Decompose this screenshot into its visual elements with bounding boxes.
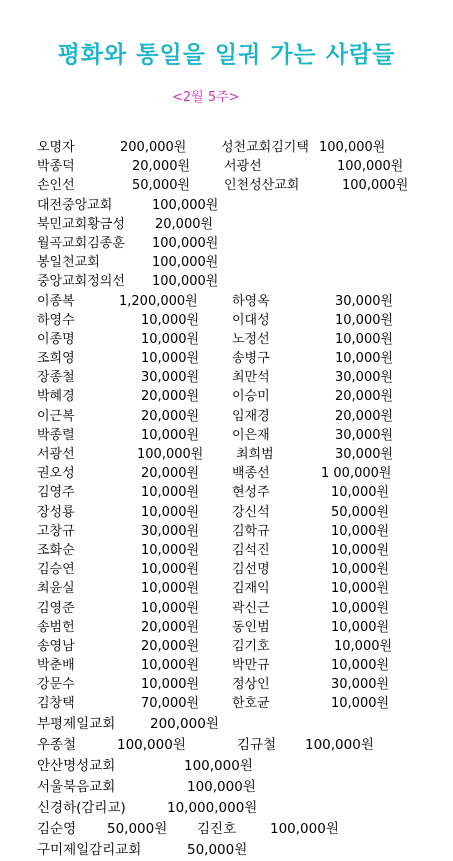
donor-name: 월곡교회김종훈 bbox=[37, 235, 125, 251]
page-title: 평화와 통일을 일궈 가는 사람들 bbox=[57, 42, 396, 68]
donation-amount: 50,000원 bbox=[187, 841, 248, 858]
donor-name: 김순영 bbox=[37, 820, 77, 837]
donor-row bbox=[37, 464, 447, 483]
donation-amount: 30,000원 bbox=[335, 293, 394, 309]
donor-name: 이근복 bbox=[37, 408, 75, 424]
donor-row bbox=[37, 798, 447, 819]
donation-amount: 10,000원 bbox=[141, 658, 200, 674]
donor-name: 김선명 bbox=[232, 562, 270, 578]
donor-row bbox=[37, 522, 447, 541]
donation-amount: 10,000원 bbox=[335, 351, 394, 367]
donor-row bbox=[37, 157, 447, 176]
donor-name: 이승미 bbox=[232, 389, 270, 405]
donor-name: 노정선 bbox=[232, 331, 270, 347]
donor-row bbox=[37, 407, 447, 426]
donor-name: 북민교회황금성 bbox=[37, 216, 125, 232]
donor-name: 곽신근 bbox=[232, 600, 270, 616]
donor-name: 김석진 bbox=[232, 542, 270, 558]
donor-name: 신경하(감리교) bbox=[37, 799, 126, 816]
donor-name: 조희영 bbox=[37, 351, 75, 367]
donation-amount: 100,000원 bbox=[337, 159, 404, 175]
donation-amount: 1,200,000원 bbox=[119, 293, 198, 309]
donor-name: 최희범 bbox=[236, 447, 274, 462]
donation-amount: 20,000원 bbox=[141, 408, 200, 424]
donation-amount: 10,000원 bbox=[335, 331, 394, 347]
donor-name: 강문수 bbox=[37, 677, 75, 693]
donation-amount: 10,000원 bbox=[335, 312, 394, 328]
donation-amount: 50,000원 bbox=[107, 820, 168, 837]
donor-row bbox=[37, 445, 447, 464]
donor-name: 인천성산교회 bbox=[224, 178, 300, 194]
donor-name: 김창택 bbox=[37, 696, 75, 712]
donor-name: 고창규 bbox=[37, 523, 75, 539]
donor-row bbox=[37, 196, 447, 215]
donor-name: 권오성 bbox=[37, 466, 75, 482]
donation-amount: 10,000원 bbox=[331, 696, 390, 712]
donation-amount: 10,000원 bbox=[141, 351, 200, 367]
donation-amount: 10,000원 bbox=[141, 600, 200, 616]
donation-amount: 20,000원 bbox=[335, 408, 394, 424]
donor-name: 최만석 bbox=[232, 370, 270, 386]
donor-row bbox=[37, 560, 447, 579]
donor-name: 이종복 bbox=[37, 293, 75, 309]
donor-row bbox=[37, 330, 447, 349]
donor-row bbox=[37, 714, 447, 735]
donor-row bbox=[37, 735, 447, 756]
donor-name: 서광선 bbox=[224, 159, 262, 175]
donor-name: 임재경 bbox=[232, 408, 270, 424]
donation-amount: 10,000,000원 bbox=[167, 799, 258, 816]
donor-name: 오명자 bbox=[37, 140, 75, 155]
donor-name: 우종철 bbox=[37, 736, 77, 753]
donor-name: 서광선 bbox=[37, 447, 75, 462]
donor-list bbox=[37, 138, 447, 861]
donation-amount: 100,000원 bbox=[187, 778, 256, 795]
donor-name: 김영주 bbox=[37, 485, 75, 501]
donation-amount: 50,000원 bbox=[132, 178, 191, 194]
donation-amount: 20,000원 bbox=[155, 216, 214, 232]
donor-row bbox=[37, 176, 447, 195]
donation-amount: 70,000원 bbox=[141, 696, 200, 712]
donation-amount: 20,000원 bbox=[335, 389, 394, 405]
donor-name: 하영수 bbox=[37, 312, 75, 328]
donation-amount: 10,000원 bbox=[331, 581, 390, 597]
donor-name: 동인범 bbox=[232, 619, 270, 635]
donation-amount: 10,000원 bbox=[331, 619, 390, 635]
donation-amount: 20,000원 bbox=[132, 159, 191, 175]
donation-amount: 20,000원 bbox=[141, 619, 200, 635]
donor-name: 정상인 bbox=[232, 677, 270, 693]
donor-row bbox=[37, 675, 447, 694]
donation-amount: 10,000원 bbox=[141, 312, 200, 328]
donor-row bbox=[37, 541, 447, 560]
donation-amount: 100,000원 bbox=[152, 197, 219, 213]
donation-amount: 100,000원 bbox=[342, 178, 409, 194]
donor-row bbox=[37, 138, 447, 157]
donor-name: 송병구 bbox=[232, 351, 270, 367]
donation-amount: 100,000원 bbox=[152, 274, 219, 290]
donation-amount: 30,000원 bbox=[335, 447, 394, 462]
donor-row bbox=[37, 503, 447, 522]
donor-name: 장종철 bbox=[37, 370, 75, 386]
donor-name: 송영남 bbox=[37, 638, 75, 654]
donor-name: 김승연 bbox=[37, 562, 75, 578]
donor-name: 하영옥 bbox=[232, 293, 270, 309]
donor-row bbox=[37, 656, 447, 675]
donation-amount: 10,000원 bbox=[331, 542, 390, 558]
donor-name: 박혜경 bbox=[37, 389, 75, 405]
donation-amount: 100,000원 bbox=[184, 757, 253, 774]
donation-amount: 30,000원 bbox=[331, 677, 390, 693]
donation-amount: 20,000원 bbox=[141, 466, 200, 482]
donor-name: 백종선 bbox=[232, 466, 270, 482]
donation-amount: 20,000원 bbox=[141, 389, 200, 405]
donation-amount: 10,000원 bbox=[141, 485, 200, 501]
donation-amount: 100,000원 bbox=[152, 255, 219, 271]
donation-amount: 10,000원 bbox=[331, 600, 390, 616]
donation-amount: 10,000원 bbox=[334, 638, 393, 654]
donation-amount: 10,000원 bbox=[331, 658, 390, 674]
donor-name: 박종덕 bbox=[37, 159, 75, 175]
donor-name: 부평제일교회 bbox=[37, 715, 116, 732]
donor-row bbox=[37, 349, 447, 368]
donation-amount: 1 00,000원 bbox=[321, 466, 392, 482]
donation-amount: 10,000원 bbox=[331, 562, 390, 578]
donor-row bbox=[37, 637, 447, 656]
donor-row bbox=[37, 618, 447, 637]
donor-name: 성천교회김기택 bbox=[221, 140, 309, 155]
donation-amount: 10,000원 bbox=[141, 427, 200, 443]
donor-row bbox=[37, 215, 447, 234]
donor-row bbox=[37, 599, 447, 618]
donor-name: 김진호 bbox=[197, 820, 237, 837]
donor-row bbox=[37, 311, 447, 330]
donation-amount: 10,000원 bbox=[141, 581, 200, 597]
donation-amount: 10,000원 bbox=[331, 523, 390, 539]
donation-amount: 50,000원 bbox=[331, 504, 390, 520]
donation-amount: 30,000원 bbox=[141, 370, 200, 386]
donation-amount: 100,000원 bbox=[270, 820, 339, 837]
donation-amount: 200,000원 bbox=[120, 140, 187, 155]
donor-name: 장성룡 bbox=[37, 504, 75, 520]
donor-name: 최윤실 bbox=[37, 581, 75, 597]
donation-amount: 10,000원 bbox=[141, 542, 200, 558]
donor-name: 구미제일감리교회 bbox=[37, 841, 142, 858]
donor-row bbox=[37, 426, 447, 445]
donor-name: 박춘배 bbox=[37, 658, 75, 674]
donation-amount: 30,000원 bbox=[141, 523, 200, 539]
donation-amount: 200,000원 bbox=[150, 715, 219, 732]
donor-name: 중앙교회정의선 bbox=[37, 274, 125, 290]
donor-name: 한호균 bbox=[232, 696, 270, 712]
donor-name: 봉일천교회 bbox=[37, 255, 100, 271]
donor-name: 조화순 bbox=[37, 542, 75, 558]
donor-name: 박만규 bbox=[232, 658, 270, 674]
donor-row bbox=[37, 234, 447, 253]
donation-amount: 10,000원 bbox=[331, 485, 390, 501]
donor-row bbox=[37, 694, 447, 713]
donor-name: 손인선 bbox=[37, 178, 75, 194]
donor-row bbox=[37, 292, 447, 311]
donation-amount: 10,000원 bbox=[141, 331, 200, 347]
donor-row bbox=[37, 483, 447, 502]
donation-amount: 30,000원 bbox=[335, 427, 394, 443]
donor-row bbox=[37, 368, 447, 387]
donor-name: 이종명 bbox=[37, 331, 75, 347]
donor-row bbox=[37, 756, 447, 777]
donor-name: 김영준 bbox=[37, 600, 75, 616]
donor-name: 김재익 bbox=[232, 581, 270, 597]
donor-row bbox=[37, 777, 447, 798]
week-subtitle: <2월 5주> bbox=[172, 90, 240, 105]
donation-amount: 30,000원 bbox=[335, 370, 394, 386]
donor-row bbox=[37, 840, 447, 861]
donor-name: 김학규 bbox=[232, 523, 270, 539]
donor-row bbox=[37, 819, 447, 840]
donation-amount: 100,000원 bbox=[152, 235, 219, 251]
donation-amount: 100,000원 bbox=[117, 736, 186, 753]
donor-row bbox=[37, 253, 447, 272]
donor-name: 김규철 bbox=[237, 736, 277, 753]
donation-amount: 20,000원 bbox=[141, 638, 200, 654]
donor-name: 안산명성교회 bbox=[37, 757, 116, 774]
donor-name: 서울북음교회 bbox=[37, 778, 116, 795]
donor-name: 이대성 bbox=[232, 312, 270, 328]
donation-amount: 100,000원 bbox=[319, 140, 386, 155]
donation-amount: 10,000원 bbox=[141, 562, 200, 578]
donor-name: 현성주 bbox=[232, 485, 270, 501]
donor-name: 송범헌 bbox=[37, 619, 75, 635]
donation-amount: 100,000원 bbox=[137, 447, 204, 462]
donation-amount: 100,000원 bbox=[305, 736, 374, 753]
donor-row bbox=[37, 272, 447, 291]
donor-row bbox=[37, 387, 447, 406]
donor-name: 박종렬 bbox=[37, 427, 75, 443]
donor-name: 강신석 bbox=[232, 504, 270, 520]
donation-amount: 10,000원 bbox=[141, 504, 200, 520]
donor-name: 이은재 bbox=[232, 427, 270, 443]
donor-row bbox=[37, 579, 447, 598]
donation-amount: 10,000원 bbox=[141, 677, 200, 693]
donor-name: 대전중앙교회 bbox=[37, 197, 113, 213]
donor-name: 김기호 bbox=[232, 638, 270, 654]
